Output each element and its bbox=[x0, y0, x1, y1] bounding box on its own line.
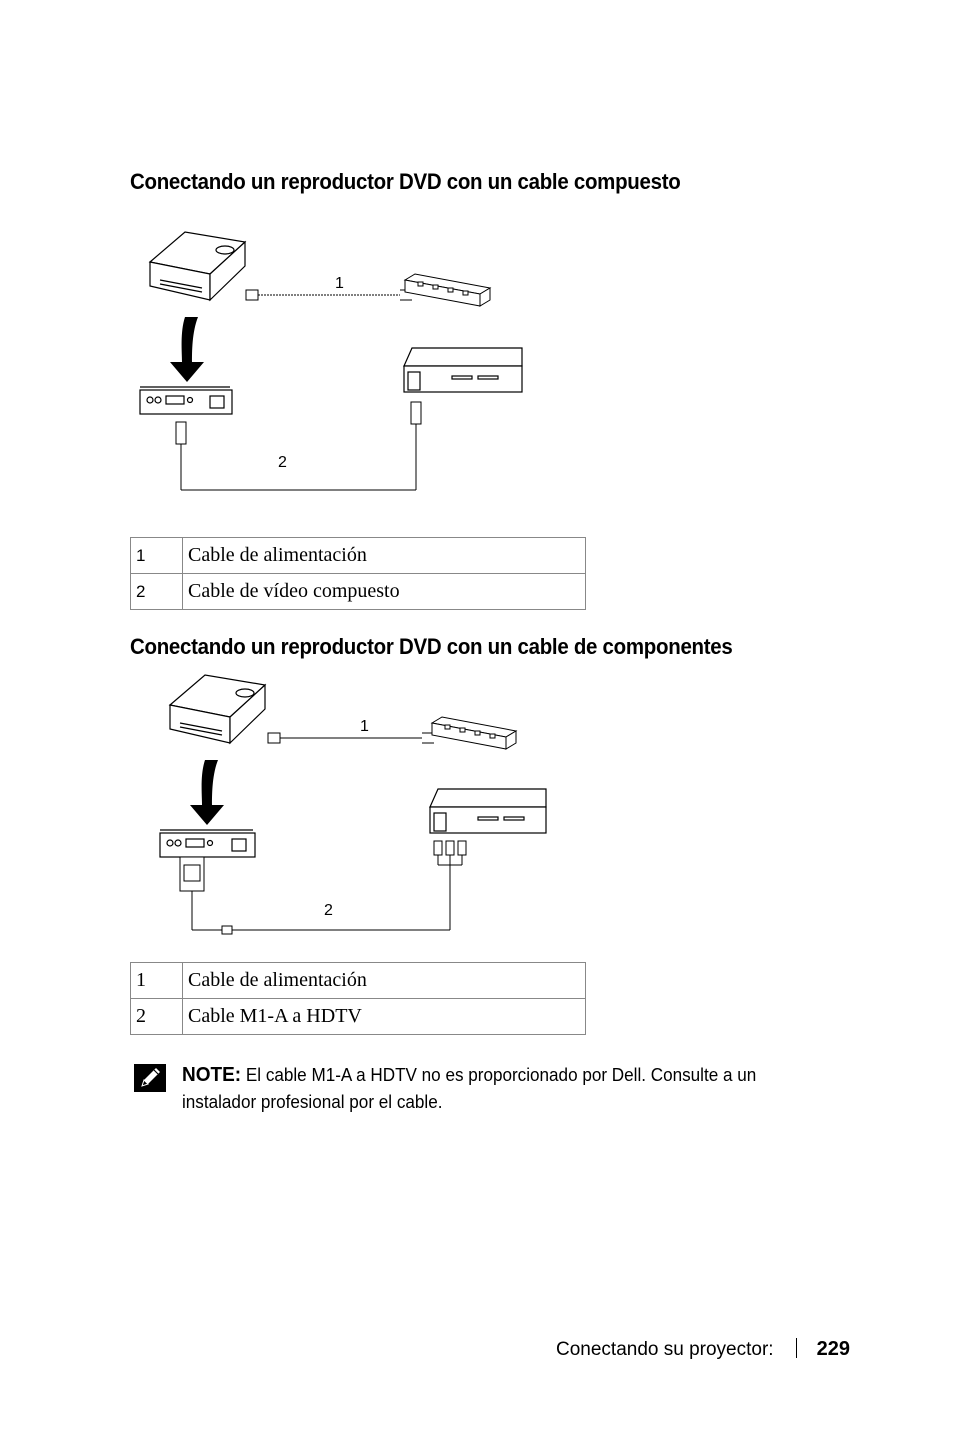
legend-label: Cable de alimentación bbox=[183, 963, 586, 999]
page-footer bbox=[556, 1338, 850, 1361]
note-text bbox=[182, 1062, 828, 1116]
legend-table-composite bbox=[130, 537, 586, 610]
table-row bbox=[131, 963, 586, 999]
callout-1: 1 bbox=[335, 275, 344, 292]
component-connection-diagram bbox=[150, 665, 570, 945]
power-strip-icon bbox=[432, 717, 516, 749]
legend-number: 2 bbox=[131, 999, 183, 1035]
arrow-down-icon bbox=[190, 760, 224, 825]
projector-icon bbox=[150, 232, 245, 300]
note-label: NOTE: bbox=[182, 1064, 242, 1086]
page-number: 229 bbox=[816, 1338, 850, 1360]
callout-2: 2 bbox=[278, 454, 287, 471]
legend-label: Cable M1-A a HDTV bbox=[183, 999, 586, 1035]
table-row bbox=[131, 574, 586, 610]
dvd-player-icon bbox=[404, 348, 522, 392]
pencil-note-icon bbox=[134, 1064, 166, 1092]
callout-2: 2 bbox=[324, 902, 333, 919]
power-strip-icon bbox=[405, 274, 490, 306]
dvd-player-icon bbox=[430, 789, 546, 833]
table-row bbox=[131, 999, 586, 1035]
section-title-composite: Conectando un reproductor DVD con un cable compuesto bbox=[130, 169, 681, 194]
composite-video-cable bbox=[176, 402, 421, 490]
section-title-component: Conectando un reproductor DVD con un cable de componentes bbox=[130, 634, 733, 659]
projector-rear-panel bbox=[140, 387, 232, 414]
legend-label: Cable de alimentación bbox=[183, 538, 586, 574]
arrow-down-icon bbox=[170, 317, 204, 382]
legend-number: 1 bbox=[131, 538, 183, 574]
projector-rear-panel bbox=[160, 830, 255, 857]
footer-chapter: Conectando su proyector: bbox=[556, 1339, 774, 1360]
callout-1: 1 bbox=[360, 718, 369, 735]
legend-number: 2 bbox=[131, 574, 183, 610]
power-cable bbox=[268, 733, 434, 743]
footer-separator bbox=[796, 1338, 797, 1358]
legend-number: 1 bbox=[131, 963, 183, 999]
note-body: El cable M1-A a HDTV no es proporcionado por Dell. Consulte a un instalador profesional por el cable. bbox=[182, 1065, 757, 1112]
projector-icon bbox=[170, 675, 265, 743]
table-row bbox=[131, 538, 586, 574]
legend-label: Cable de vídeo compuesto bbox=[183, 574, 586, 610]
power-cable bbox=[246, 290, 412, 300]
composite-connection-diagram bbox=[130, 222, 550, 502]
legend-table-component bbox=[130, 962, 586, 1035]
